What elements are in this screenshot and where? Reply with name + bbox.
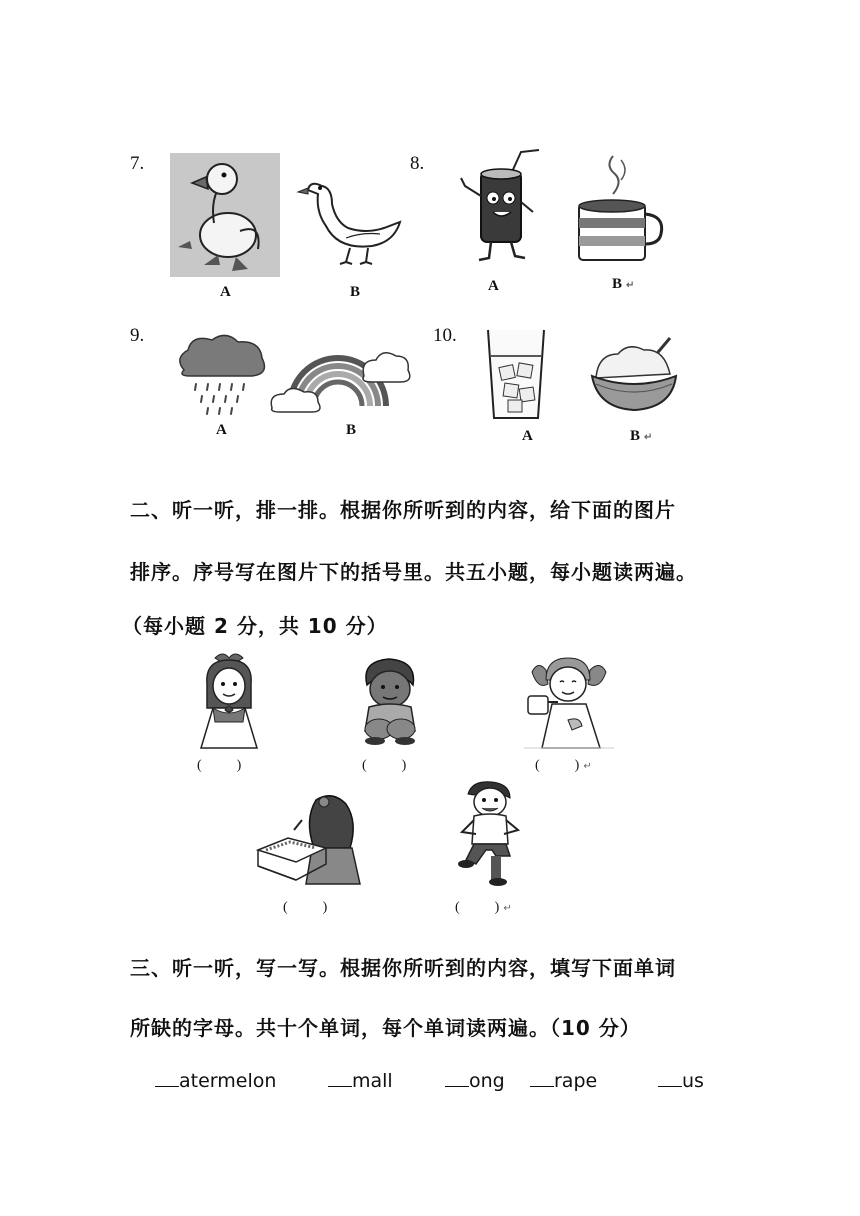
- soda-can-icon: [455, 146, 545, 266]
- question-number: 7.: [130, 153, 145, 174]
- option-b-label: B ↵: [612, 276, 635, 292]
- rain-cloud-icon: [174, 330, 268, 420]
- option-b-label: B: [346, 422, 357, 438]
- letter-blank[interactable]: [530, 1068, 554, 1087]
- question-number: 10.: [433, 325, 457, 346]
- question-number: 8.: [410, 153, 425, 174]
- girl-with-bow-icon: [195, 650, 265, 750]
- hot-drink-mug-icon: [573, 152, 665, 264]
- missing-letter-word[interactable]: ong: [445, 1068, 505, 1092]
- question-number: 9.: [130, 325, 145, 346]
- girl-drinking-icon: [524, 650, 614, 750]
- bowl-of-rice-icon: [588, 334, 680, 418]
- option-a-label: A: [216, 422, 227, 438]
- letter-blank[interactable]: [328, 1068, 352, 1087]
- answer-blank[interactable]: ( ) ↵: [455, 900, 512, 915]
- missing-letter-word[interactable]: atermelon: [155, 1068, 276, 1092]
- option-b-label: B ↵: [630, 428, 653, 444]
- section-2-heading-line-1: 二、听一听，排一排。根据你所听到的内容，给下面的图片: [130, 498, 676, 522]
- option-a-label: A: [522, 428, 533, 444]
- option-a-label: A: [488, 278, 499, 294]
- answer-blank[interactable]: ( ): [197, 758, 242, 773]
- letter-blank[interactable]: [155, 1068, 179, 1087]
- missing-letter-word[interactable]: us: [658, 1068, 704, 1092]
- girl-reading-book-icon: [254, 790, 364, 886]
- glass-of-ice-water-icon: [484, 326, 548, 422]
- section-3-heading-line-1: 三、听一听，写一写。根据你所听到的内容，填写下面单词: [130, 956, 676, 980]
- section-2-points: （每小题 2 分，共 10 分）: [122, 614, 388, 638]
- duck-cartoon-icon: [170, 153, 280, 277]
- rainbow-icon: [268, 330, 412, 414]
- section-3-heading-line-2: 所缺的字母。共十个单词，每个单词读两遍。（10 分）: [130, 1016, 641, 1040]
- letter-blank[interactable]: [658, 1068, 682, 1087]
- option-b-label: B: [350, 284, 361, 300]
- answer-blank[interactable]: ( ): [283, 900, 328, 915]
- option-a-label: A: [220, 284, 231, 300]
- missing-letter-word[interactable]: mall: [328, 1068, 393, 1092]
- answer-blank[interactable]: ( ): [362, 758, 407, 773]
- boy-dancing-icon: [452, 780, 524, 888]
- goose-icon: [296, 164, 404, 268]
- missing-letter-word[interactable]: rape: [530, 1068, 597, 1092]
- letter-blank[interactable]: [445, 1068, 469, 1087]
- answer-blank[interactable]: ( ) ↵: [535, 758, 592, 773]
- boy-sitting-icon: [355, 655, 425, 747]
- section-2-heading-line-2: 排序。序号写在图片下的括号里。共五小题，每小题读两遍。: [130, 560, 697, 584]
